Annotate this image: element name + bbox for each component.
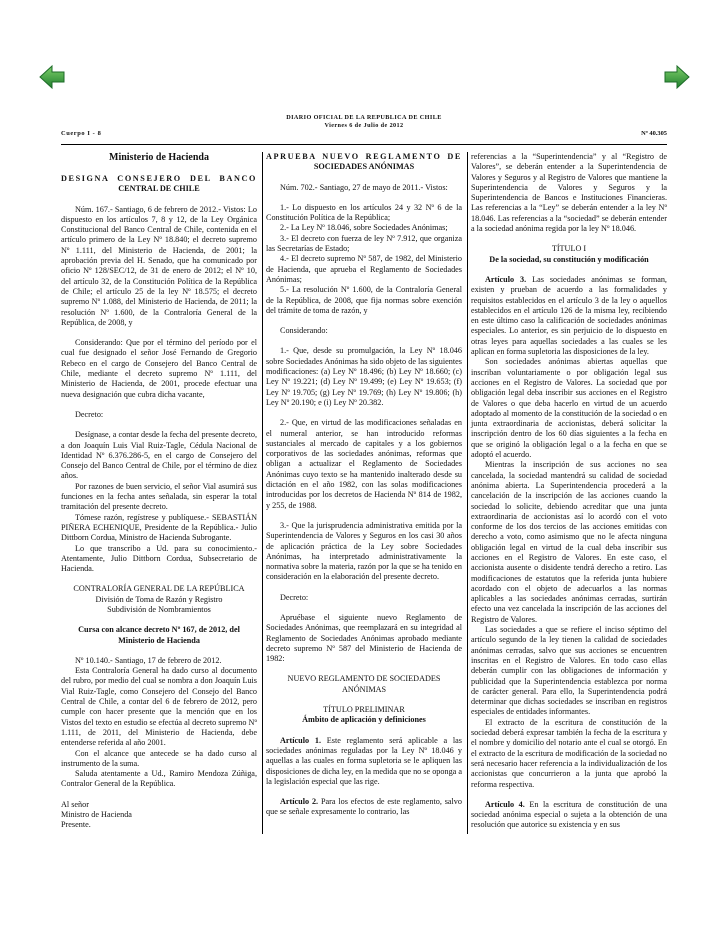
section-title: Cursa con alcance decreto Nº 167, de 2012, del Ministerio de Hacienda (78, 625, 240, 645)
article-text: En la escritura de constitución de una sociedad anónima especial o sujeta a la obtención de una resolución que autorice su existencia y en sus (471, 799, 667, 830)
paragraph: 3.- Que la jurisprudencia administrativa emitida por la Superintendencia de Valores y Seguros en los casi 30 años de aplicación práctica de la Ley sobre Sociedades Anónimas, ha interpretado administrativamente la normativa sobre la materia, razón por la que se ha tenido en consideración en la elaboración del presente decreto. (266, 520, 462, 582)
paragraph: 2.- La Ley Nº 18.046, sobre Sociedades Anónimas; (280, 223, 448, 233)
paragraph: 1.- Lo dispuesto en los artículos 24 y 32 Nº 6 de la Constitución Política de la República; (266, 202, 462, 223)
title-heading: TÍTULO I (551, 244, 587, 254)
decree-title: SOCIEDADES ANÓNIMAS (313, 162, 415, 172)
paragraph: Nº 10.140.- Santiago, 17 de febrero de 2012. (75, 655, 222, 665)
regulation-title: ANÓNIMAS (341, 684, 387, 694)
addressee: Ministro de Hacienda (61, 810, 132, 820)
paragraph: 5.- La resolución Nº 1.600, de la Contraloría General de la República, de 2008, que fija normas sobre exención del trámite de toma de razón, y (266, 285, 462, 315)
paragraph: Con el alcance que antecede se ha dado curso al instrumento de la suma. (61, 748, 257, 768)
column-1 (61, 152, 257, 831)
column-divider (262, 152, 263, 834)
paragraph: Mientras la inscripción de sus acciones no sea cancelada, la sociedad mantendrá su calidad de sociedad anónima abierta. La Superintendencia procederá a la cancelación de la inscripción de las acciones cuando la sociedad lo solicite, debiendo acreditar que una junta extraordinaria de accionistas así lo acordó con el voto conforme de los dos tercios de las acciones emitidas con derecho a voto, como asimismo que no le afecta ninguna obligación legal en virtud de la cual deba inscribir sus acciones en el Registro de Valores. En este caso, el accionista ausente o disidente tendrá derecho a retiro. Las modificaciones de estatutos que la referida junta hubiere acordado con el objeto de adecuarlos a las normas aplicables a las sociedades anónimas cerradas, surtirán efecto una vez cancelada la inscripción de las acciones del Registro de Valores. (471, 460, 667, 624)
publication-title: DIARIO OFICIAL DE LA REPUBLICA DE CHILE (286, 114, 442, 121)
paragraph: Apruébase el siguiente nuevo Reglamento de Sociedades Anónimas, que reemplazará en su integridad al Reglamento de Sociedades Anónimas aprobado mediante decreto supremo Nº 587 del Ministerio de Hacienda de 1982: (266, 612, 462, 664)
article (266, 797, 462, 818)
article-text: Las sociedades anónimas se forman, existen y prueban de acuerdo a las formalidades y requisitos establecidos en el artículo 3 de la ley o aquellos establecidos en el artículo 126 de la misma ley, recibiendo en este último caso la calificación de sociedades anónimas especiales. Lo anterior, es sin perjuicio de lo dispuesto en otras leyes para aquellas sociedades a las cuales se les aplican en forma supletoria las disposiciones de la ley. (471, 274, 667, 357)
paragraph: Por razones de buen servicio, el señor Vial asumirá sus funciones en la fecha antes señalada, sin esperar la total tramitación del presente decreto. (61, 481, 257, 512)
paragraph: Núm. 702.- Santiago, 27 de mayo de 2011.- Vistos: (280, 182, 448, 192)
ministry-heading: Ministerio de Hacienda (109, 152, 209, 163)
article (471, 800, 667, 831)
paragraph: Tómese razón, regístrese y publíquese.- SEBASTIÁN PIÑERA ECHENIQUE, Presidente de la República.- Julio Dittborn Cordua, Ministro de Hacienda Subrogante. (61, 512, 257, 543)
paragraph: Decreto: (280, 592, 309, 602)
article-label: Artículo 4. (485, 799, 525, 809)
office-heading: Subdivisión de Nombramientos (107, 604, 211, 614)
paragraph: Desígnase, a contar desde la fecha del presente decreto, a don Joaquín Luis Vial Ruiz-Tagle, Cédula Nacional de Identidad Nº 6.376.286-5, en el cargo de Consejero del Consejo del Banco Central de Chile, por el término de diez años. (61, 430, 257, 481)
next-page-button[interactable] (663, 63, 691, 91)
article-label: Artículo 3. (485, 274, 527, 284)
paragraph: Decreto: (75, 409, 104, 419)
column-3 (471, 152, 667, 831)
decree-title: APRUEBA NUEVO REGLAMENTO DE (266, 152, 462, 161)
title-heading: De la sociedad, su constitución y modificación (489, 254, 649, 264)
section-label: Cuerpo I - 8 (61, 130, 102, 137)
article-text: Este reglamento será aplicable a las sociedades anónimas reguladas por la Ley Nº 18.046 y aquellas a las cuales en forma supletoria se le apliquen las disposiciones de dicha ley, en la medida que no se oponga a la legislación especial que las rige. (266, 735, 462, 786)
paragraph: Lo que transcribo a Ud. para su conocimiento.- Atentamente, Julio Dittborn Cordua, Subsecretario de Hacienda. (61, 543, 257, 574)
title-heading: Ámbito de aplicación y definiciones (302, 715, 426, 725)
arrow-left-icon (38, 63, 66, 91)
paragraph: 4.- El decreto supremo Nº 587, de 1982, del Ministerio de Hacienda, que aprueba el Reglamento de Sociedades Anónimas; (266, 254, 462, 284)
publication-date: Viernes 6 de Julio de 2012 (324, 122, 404, 129)
paragraph: referencias a la “Superintendencia” y al “Registro de Valores”, se deberán entender a la Superintendencia de Valores y Seguros y al Registro de Valores que mantiene la Superintendencia de Valores y Seguros y la Superintendencia de Bancos e Instituciones Financieras. Las referencias a la “Ley” se deberán entender a la ley Nº 18.046. Las referencias a la “sociedad” se deberán entender a la sociedad anónima regida por la ley Nº 18.046. (471, 152, 667, 234)
paragraph: 1.- Que, desde su promulgación, la Ley Nº 18.046 sobre Sociedades Anónimas ha sido objeto de las siguientes modificaciones: (a) Ley Nº 18.496; (b) Ley Nº 18.660; (c) Ley Nº 19.221; (d) Ley Nº 19.499; (e) Ley Nº 19.653; (f) Ley Nº 19.705; (g) Ley Nº 19.769; (h) Ley Nº 19.806; (h) Ley Nº 20.190; e (i) Ley Nº 20.382. (266, 346, 462, 407)
arrow-right-icon (663, 63, 691, 91)
paragraph: 2.- Que, en virtud de las modificaciones señaladas en el numeral anterior, se han introducido reformas sustanciales al mercado de capitales y a los gobiernos corporativos de las sociedades anónimas, reformas que obligan a actualizar el Reglamento de Sociedades Anónimas cuyo texto se ha mantenido inalterado desde su dictación en el año 1982, con las solas modificaciones introducidas por los decretos de Hacienda Nº 814 de 1982, y 255, de 1988. (266, 418, 462, 510)
prev-page-button[interactable] (38, 63, 66, 91)
article-label: Artículo 2. (280, 797, 319, 807)
article-text: Para los efectos de este reglamento, salvo que se señale expresamente lo contrario, las (266, 797, 462, 817)
regulation-title: NUEVO REGLAMENTO DE SOCIEDADES (287, 674, 441, 684)
paragraph: Esta Contraloría General ha dado curso al documento del rubro, por medio del cual se nombra a don Joaquín Luis Vial Ruiz-Tagle, como Consejero del Consejo del Banco Central de Chile, a contar del 6 de febrero de 2012, pero cumple con hacer presente que la mención que en los Vistos del texto en estudio se efectúa al decreto supremo Nº 1.111, de 2011, del Ministerio de Hacienda, debe entenderse referida al año 2001. (61, 666, 257, 748)
column-2 (266, 152, 462, 818)
paragraph: Las sociedades a que se refiere el inciso séptimo del artículo segundo de la ley tienen la calidad de sociedades anónimas cerradas, salvo que sus acciones se encuentren inscritas en el Registro de Valores. En todo caso ellas deberán cumplir con las obligaciones de información y publicidad que la Superintendencia establezca por norma de carácter general. Para ello, la Superintendencia podrá determinar que dichas sociedades se inscriban en registros especiales de entidades informantes. (471, 625, 667, 717)
paragraph: El extracto de la escritura de constitución de la sociedad deberá expresar también la fecha de la escritura y el nombre y domicilio del notario ante el cual se otorgó. En el extracto de la escritura de modificación de la sociedad no será necesario hacer referencia a la individualización de los accionistas que concurrieron a la junta que aprobó la reforma respectiva. (471, 717, 667, 789)
paragraph: Considerando: Que por el término del período por el cual fue designado el señor José Fernando de Gregorio Rebeco en el cargo de Consejero del Banco Central de Chile, mediante el decreto supremo Nº 1.111, del Ministerio de Hacienda, de 2001, procede efectuar una nueva designación que cubra dicha vacante, (61, 338, 257, 399)
addressee: Al señor (61, 799, 89, 809)
paragraph: Considerando: (280, 326, 328, 336)
paragraph: 3.- El decreto con fuerza de ley Nº 7.912, que organiza las Secretarías de Estado; (266, 233, 462, 254)
decree-title: DESIGNA CONSEJERO DEL BANCO (61, 174, 257, 183)
title-heading: TÍTULO PRELIMINAR (323, 705, 405, 715)
decree-title: CENTRAL DE CHILE (118, 184, 200, 194)
article (471, 275, 667, 357)
article-label: Artículo 1. (280, 735, 322, 745)
column-divider (467, 152, 468, 834)
paragraph: Saluda atentamente a Ud., Ramiro Mendoza Zúñiga, Contralor General de la República. (61, 769, 257, 789)
paragraph: Núm. 167.- Santiago, 6 de febrero de 2012.- Vistos: Lo dispuesto en los artículos 7, 8 y 12, de la Ley Orgánica Constitucional del Banco Central de Chile, contenida en el artículo primero de la Ley Nº 18.840; el decreto supremo Nº 1.111, del Ministerio de Hacienda, de 2001; la aprobación previa del H. Senado, que ha comunicado por oficio Nº 128/SEC/12, de 31 de enero de 2012; el Nº 10, del artículo 32, de la Constitución Política de la República de Chile; el artículo 25 de la ley Nº 18.575; el decreto supremo Nº 1.088, del Ministerio de Hacienda, de 2011; la resolución Nº 1.600, de la Contraloría General de la República, de 2008, y (61, 204, 257, 327)
office-heading: División de Toma de Razón y Registro (95, 594, 223, 604)
page-header (61, 114, 667, 145)
addressee: Presente. (61, 820, 91, 830)
office-heading: CONTRALORÍA GENERAL DE LA REPÚBLICA (73, 584, 245, 594)
paragraph: Son sociedades anónimas abiertas aquellas que inscriban voluntariamente o por obligación legal sus acciones en el Registro de Valores. La sociedad que por obligación legal deba inscribir sus acciones en el Registro de Valores o que deba hacerlo en virtud de un acuerdo adoptado al momento de la constitución de la sociedad o en junta extraordinaria de accionistas, deberá solicitar la inscripción dentro de los 60 días siguientes a la fecha en que se originó la obligación legal o a la fecha en que se adoptó el acuerdo. (471, 357, 667, 460)
issue-number: Nº 40.305 (641, 130, 667, 137)
article (266, 736, 462, 787)
